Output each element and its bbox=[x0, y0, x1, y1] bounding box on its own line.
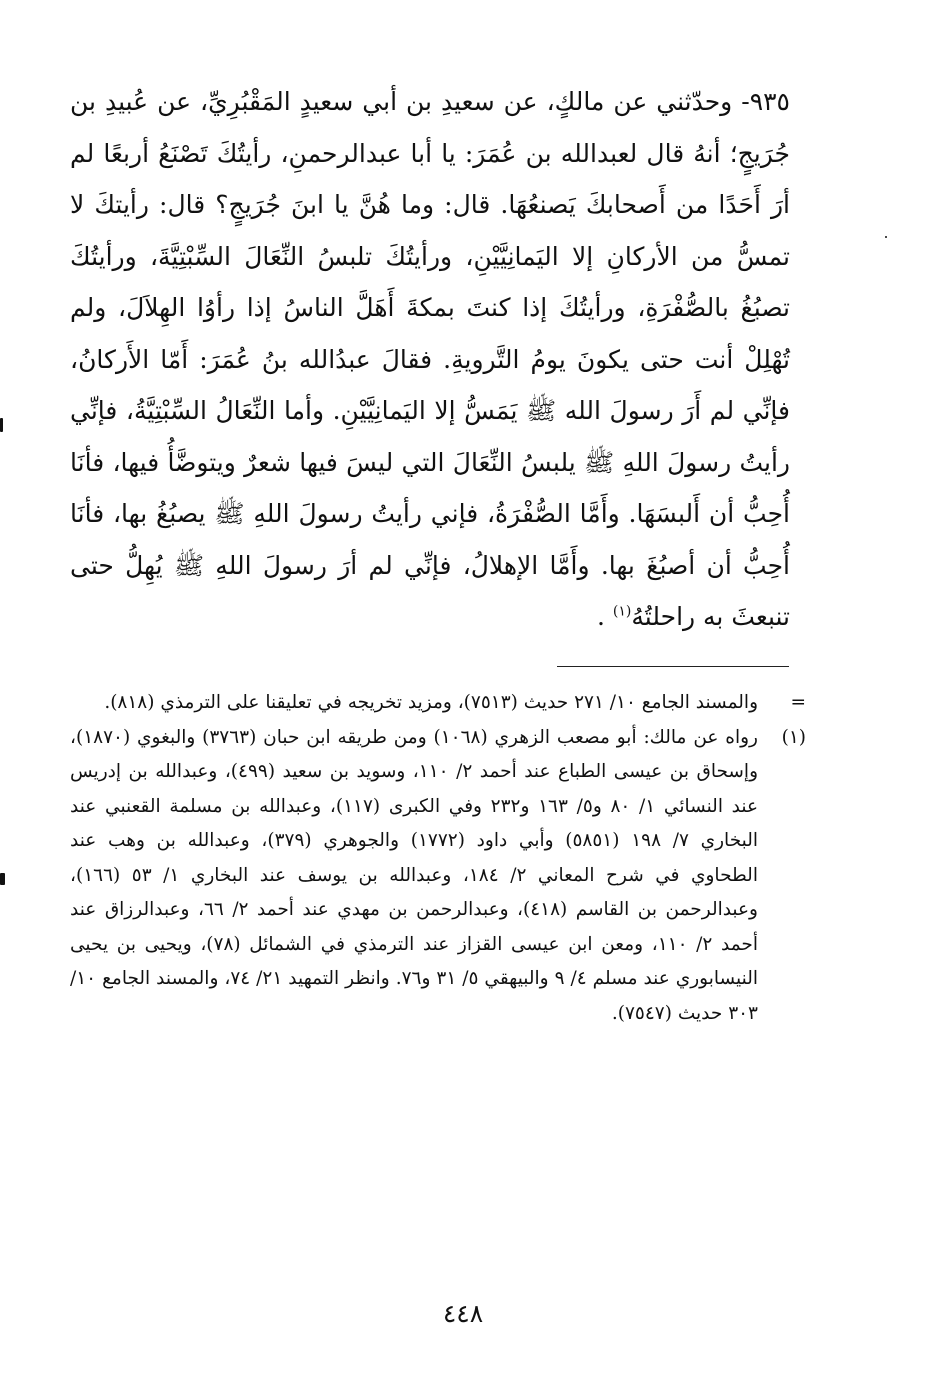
footnote-1 bbox=[70, 721, 806, 1032]
footnote-marker: = bbox=[790, 692, 806, 713]
end-punctuation: . bbox=[597, 602, 605, 631]
footnote-continuation bbox=[70, 686, 806, 721]
footnote-reference: (١) bbox=[612, 603, 632, 620]
page-number: ٤٤٨ bbox=[442, 1299, 484, 1328]
scan-speck bbox=[885, 236, 887, 238]
hadith-paragraph bbox=[70, 76, 790, 643]
footnote-marker: (١) bbox=[781, 726, 806, 748]
footnote-separator-rule bbox=[557, 666, 789, 667]
footnote-text: والمسند الجامع ١٠/ ٢٧١ حديث (٧٥١٣)، ومزيد تخريجه في تعليقنا على الترمذي (٨١٨). bbox=[104, 692, 758, 713]
hadith-body: ٩٣٥- وحدّثني عن مالكٍ، عن سعيدِ بن أبي سعيدٍ المَقْبُرِيِّ، عن عُبيدِ بن جُرَيجٍ؛ أنهُ قال لعبدالله بن عُمَرَ: يا أبا عبدالرحمنِ، رأيتُكَ تَصْنَعُ أربعًا لم أرَ أَحَدًا من أَصحابكَ يَصنعُهَا. قال: وما هُنَّ يا ابنَ جُرَيجٍ؟ قال: رأيتكَ لا تمسُّ من الأركانِ إلا اليَمانِيَّيْنِ، ورأيتُكَ تلبسُ النِّعَالَ السِّبْتِيَّةَ، ورأيتُكَ تصبُغُ بالصُّفْرَةِ، ورأيتُكَ إذا كنتَ بمكةَ أَهَلَّ الناسُ إذا رأوُا الهِلاَلَ، ولم تُهْلِلْ أنت حتى يكونَ يومُ التَّرويةِ. فقالَ عبدُالله بنُ عُمَرَ: أَمّا الأَركانُ، فإنِّي لم أَرَ رسولَ الله ﷺ يَمَسُّ إلا اليَمانِيَّيْنِ. وأما النِّعَالُ السِّبْتِيَّةُ، فإنِّي رأيتُ رسولَ اللهِ ﷺ يلبسُ النِّعَالَ التي ليسَ فيها شعرٌ ويتوضَّأُ فيها، فأنَا أُحِبُّ أن أَلبسَهَا. وأَمَّا الصُّفْرَةُ، فإني رأيتُ رسولَ اللهِ ﷺ يصبُغُ بها، فأنَا أُحِبُّ أن أصبُغَ بها. وأَمَّا الإهلالُ، فإنِّي لم أرَ رسولَ اللهِ ﷺ يُهِلُّ حتى تنبعثَ به راحلتُهُ bbox=[70, 87, 790, 631]
hadith-text-block bbox=[70, 76, 790, 643]
scan-speck bbox=[0, 873, 5, 885]
footnotes-section bbox=[70, 686, 806, 1031]
scan-speck bbox=[0, 418, 3, 432]
footnote-text: رواه عن مالك: أبو مصعب الزهري (١٠٦٨) ومن طريقه ابن حبان (٣٧٦٣) والبغوي (١٨٧٠)، وإسحاق بن عيسى الطباع عند أحمد ٢/ ١١٠، وسويد بن سعيد (٤٩٩)، وعبدالله بن إدريس عند النسائي ١/ ٨٠ و٥/ ١٦٣ و٢٣٢ وفي الكبرى (١١٧)، وعبدالله بن مسلمة القعنبي عند البخاري ٧/ ١٩٨ (٥٨٥١) وأبي داود (١٧٧٢) والجوهري (٣٧٩)، وعبدالله بن وهب عند الطحاوي في شرح المعاني ٢/ ١٨٤، وعبدالله بن يوسف عند البخاري ١/ ٥٣ (١٦٦)، وعبدالرحمن بن القاسم (٤١٨)، وعبدالرحمن بن مهدي عند أحمد ٢/ ٦٦، وعبدالرزاق عند أحمد ٢/ ١١٠، ومعن ابن عيسى القزاز عند الترمذي في الشمائل (٧٨)، ويحيى بن يحيى النيسابوري عند مسلم ٤/ ٩ والبيهقي ٥/ ٣١ و٧٦. وانظر التمهيد ٢١/ ٧٤، والمسند الجامع ١٠/ ٣٠٣ حديث (٧٥٤٧). bbox=[70, 726, 758, 1024]
